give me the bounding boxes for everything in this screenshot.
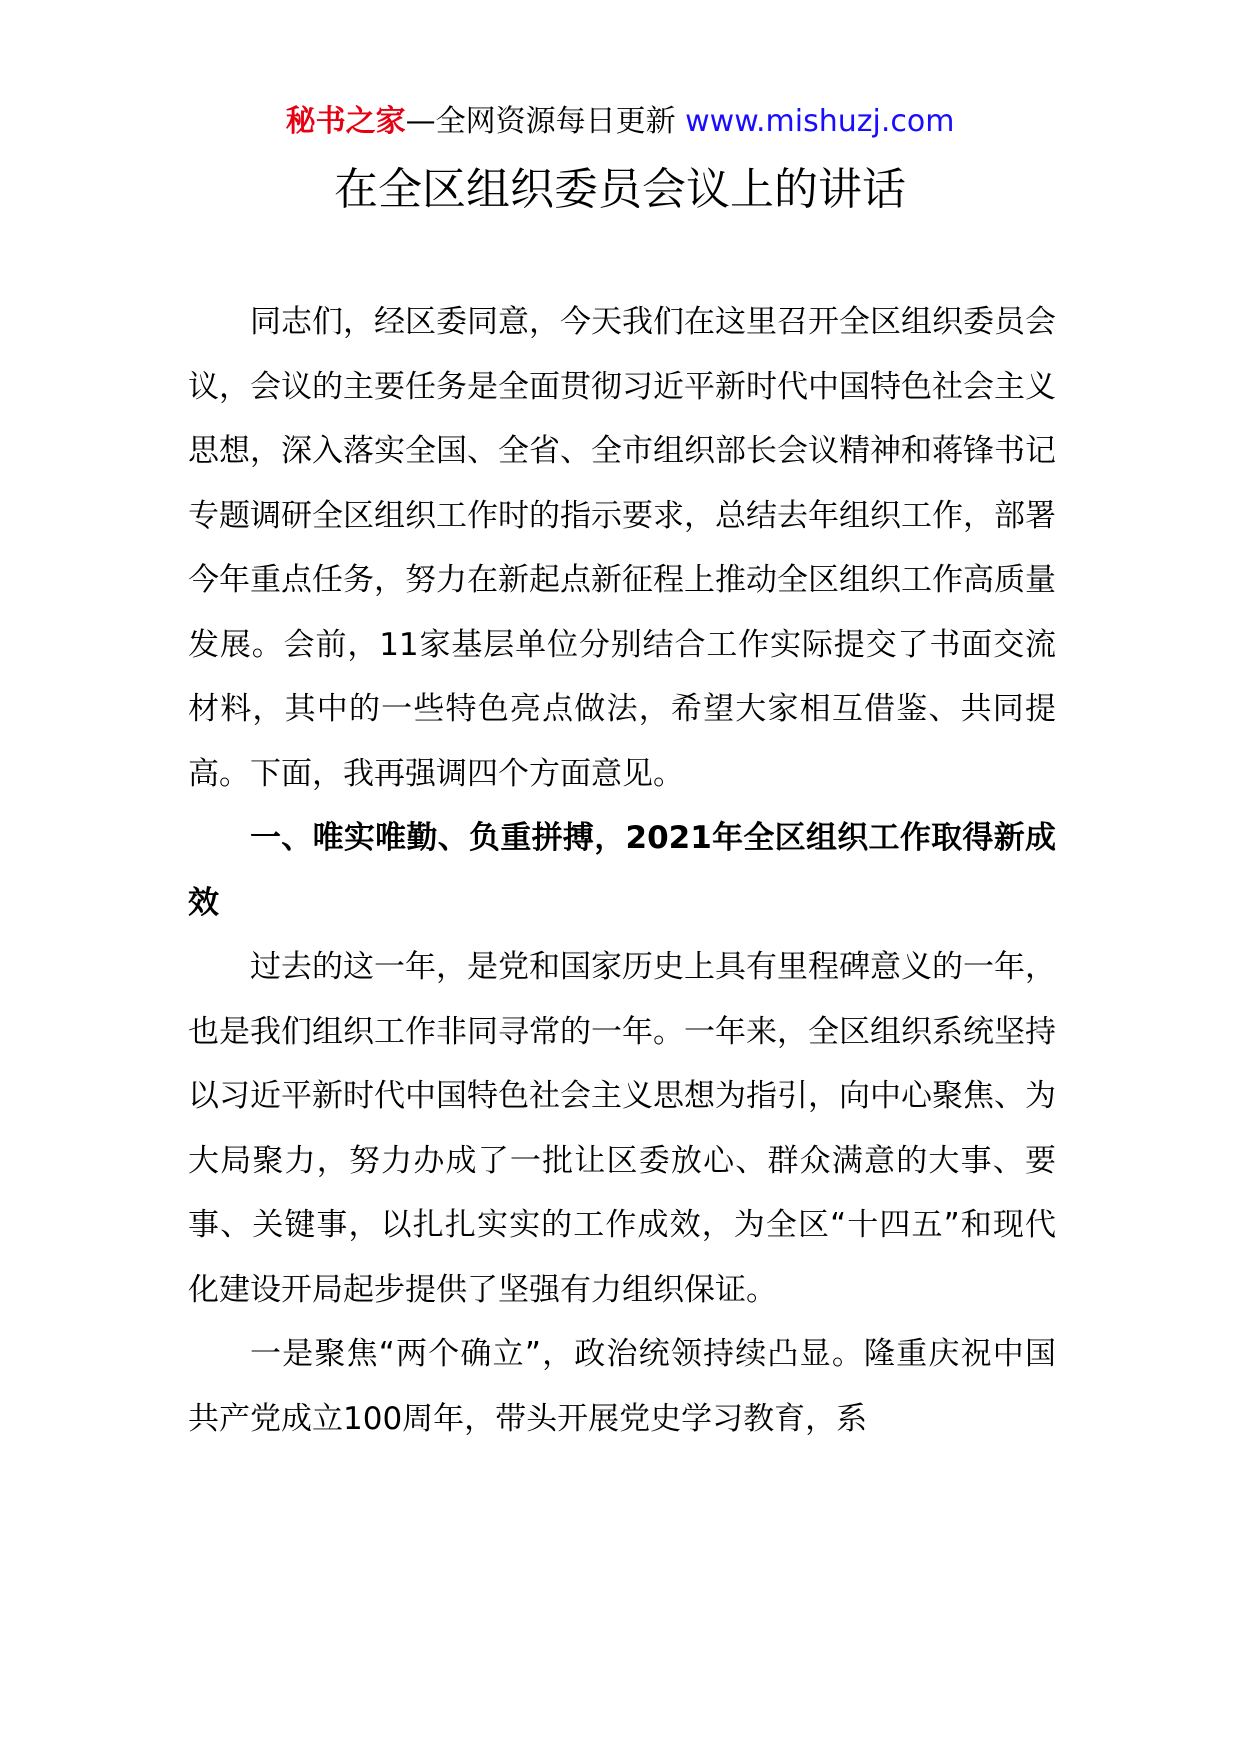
document-title: 在全区组织委员会议上的讲话 [334,164,906,215]
paragraph-review: 过去的这一年，是党和国家历史上具有里程碑意义的一年，也是我们组织工作非同寻常的一年。一年来，全区组织系统坚持以习近平新时代中国特色社会主义思想为指引，向中心聚焦、为大局聚力，努力办成了一批让区委放心、群众满意的大事、要事、关键事，以扎扎实实的工作成效，为全区“十四五”和现代化建设开局起步提供了坚强有力组织保证。 [188,949,1056,1308]
site-brand: 秘书之家 [285,104,406,139]
site-url-link[interactable]: www.mishuzj.com [685,104,955,139]
site-tagline: —全网资源每日更新 [405,104,676,139]
section-heading-1: 一、唯实唯勤、负重拼搏，2021年全区组织工作取得新成效 [188,820,1056,921]
paragraph-point-1: 一是聚焦“两个确立”，政治统领持续凸显。隆重庆祝中国共产党成立100周年，带头开展党史学习教育，系 [188,1336,1056,1437]
site-header [0,102,1240,142]
paragraph-intro: 同志们，经区委同意，今天我们在这里召开全区组织委员会议，会议的主要任务是全面贯彻习近平新时代中国特色社会主义思想，深入落实全国、全省、全市组织部长会议精神和蒋锋书记专题调研全区组织工作时的指示要求，总结去年组织工作，部署今年重点任务，努力在新起点新征程上推动全区组织工作高质量发展。会前，11家基层单位分别结合工作实际提交了书面交流材料，其中的一些特色亮点做法，希望大家相互借鉴、共同提高。下面，我再强调四个方面意见。 [188,304,1056,792]
document-body [188,290,1056,1451]
